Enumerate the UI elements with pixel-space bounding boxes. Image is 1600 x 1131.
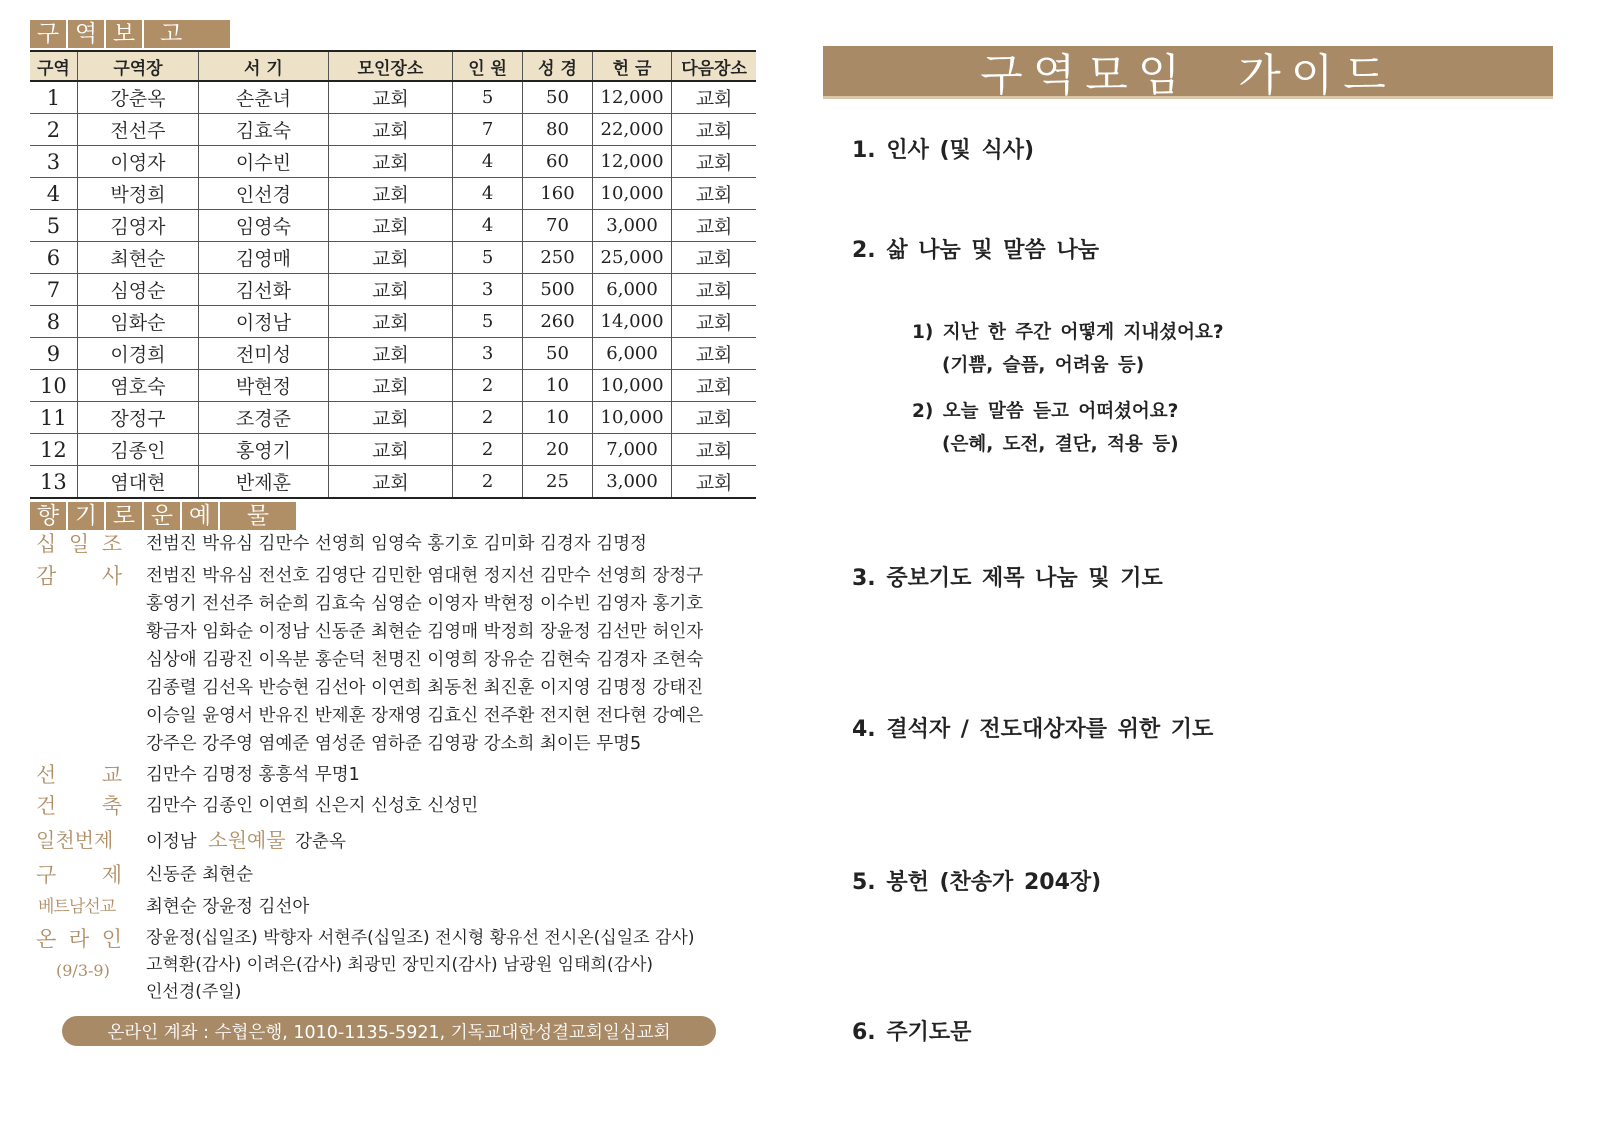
- table-cell: 교회: [672, 81, 756, 114]
- table-cell: 250: [523, 242, 593, 274]
- table-body: [30, 81, 756, 498]
- table-cell: 260: [523, 306, 593, 338]
- thanks-names-line: 전범진 박유심 전선호 김영단 김민한 염대현 정지선 김만수 선영희 장정구: [146, 566, 704, 586]
- table-cell: 5: [30, 210, 77, 242]
- report-title-char: 구: [30, 20, 68, 48]
- table-cell: 교회: [328, 274, 452, 306]
- thanks-label: 감 사: [36, 564, 122, 588]
- table-cell: 10: [523, 402, 593, 434]
- guide-item-absentees-prayer: 4. 결석자 / 전도대상자를 위한 기도: [852, 717, 1214, 742]
- table-row: [30, 466, 756, 499]
- tithe-names: 전범진 박유심 김만수 선영희 임영숙 홍기호 김미화 김경자 김명정: [146, 534, 647, 554]
- table-cell: 교회: [672, 466, 756, 499]
- table-cell: 김영자: [77, 210, 198, 242]
- offerings-title-char: 기: [68, 502, 106, 530]
- table-cell: 홍영기: [199, 434, 329, 466]
- column-header: 구역장: [77, 51, 198, 81]
- table-cell: 교회: [672, 114, 756, 146]
- table-cell: 교회: [328, 434, 452, 466]
- table-cell: 10,000: [592, 370, 671, 402]
- guide-item-sharing: 2. 삶 나눔 및 말씀 나눔: [852, 238, 1099, 263]
- report-title-char: 보: [106, 20, 144, 48]
- vietnam-row: [38, 893, 310, 921]
- table-cell: 교회: [328, 114, 452, 146]
- table-cell: 교회: [328, 402, 452, 434]
- table-row: [30, 210, 756, 242]
- table-row: [30, 114, 756, 146]
- table-cell: 5: [453, 306, 523, 338]
- one-thousand-label: 일천번제: [36, 828, 114, 852]
- table-row: [30, 338, 756, 370]
- table-cell: 염호숙: [77, 370, 198, 402]
- table-cell: 교회: [672, 338, 756, 370]
- table-cell: 6: [30, 242, 77, 274]
- table-cell: 김효숙: [199, 114, 329, 146]
- table-row: [30, 402, 756, 434]
- table-cell: 4: [453, 146, 523, 178]
- table-cell: 손춘녀: [199, 81, 329, 114]
- table-cell: 교회: [672, 146, 756, 178]
- table-cell: 이경희: [77, 338, 198, 370]
- table-cell: 2: [30, 114, 77, 146]
- district-report-table: [30, 50, 756, 499]
- table-cell: 8: [30, 306, 77, 338]
- online-account-banner: 온라인 계좌 : 수협은행, 1010-1135-5921, 기독교대한성결교회일심교회: [62, 1016, 716, 1046]
- table-cell: 교회: [328, 210, 452, 242]
- table-cell: 20: [523, 434, 593, 466]
- thanks-names-line: 홍영기 전선주 허순희 김효숙 심영순 이영자 박현정 이수빈 김영자 홍기호: [146, 594, 704, 614]
- thanks-row: [36, 562, 704, 754]
- table-cell: 2: [453, 370, 523, 402]
- table-cell: 교회: [328, 146, 452, 178]
- wish-offering-label: 소원예물: [208, 828, 286, 852]
- wish-offering-names: 강춘옥: [295, 832, 346, 852]
- report-section-header: [30, 20, 230, 48]
- table-row: [30, 146, 756, 178]
- table-cell: 14,000: [592, 306, 671, 338]
- thanks-names-line: 김종렬 김선옥 반승현 김선아 이연희 최동천 최진훈 이지영 김명정 강태진: [146, 678, 704, 698]
- table-cell: 임영숙: [199, 210, 329, 242]
- table-cell: 5: [453, 81, 523, 114]
- table-cell: 6,000: [592, 338, 671, 370]
- guide-item-greeting: 1. 인사 (및 식사): [852, 138, 1035, 163]
- table-cell: 임화순: [77, 306, 198, 338]
- table-cell: 장정구: [77, 402, 198, 434]
- building-label: 건 축: [36, 794, 122, 818]
- table-cell: 인선경: [199, 178, 329, 210]
- thanks-names-line: 강주은 강주영 염예준 염성준 염하준 김영광 강소희 최이든 무명5: [146, 734, 642, 754]
- table-cell: 이수빈: [199, 146, 329, 178]
- table-cell: 김선화: [199, 274, 329, 306]
- one-thousand-row: [36, 826, 346, 854]
- table-cell: 염대현: [77, 466, 198, 499]
- guide-sub-question-2: 2) 오늘 말씀 듣고 어떠셨어요?: [912, 401, 1179, 422]
- table-cell: 교회: [672, 306, 756, 338]
- table-cell: 12: [30, 434, 77, 466]
- table-cell: 7,000: [592, 434, 671, 466]
- mission-row: [36, 761, 360, 789]
- online-names: [146, 925, 694, 1006]
- table-cell: 교회: [328, 338, 452, 370]
- building-names: 김만수 김종인 이연희 신은지 신성호 신성민: [146, 796, 479, 816]
- table-cell: 1: [30, 81, 77, 114]
- column-header: 헌 금: [592, 51, 671, 81]
- table-cell: 3,000: [592, 210, 671, 242]
- table-cell: 3: [30, 146, 77, 178]
- relief-label: 구 제: [36, 863, 122, 887]
- table-cell: 이정남: [199, 306, 329, 338]
- mission-names: 김만수 김명정 홍흥석 무명1: [146, 765, 360, 785]
- table-cell: 2: [453, 402, 523, 434]
- table-cell: 교회: [328, 81, 452, 114]
- table-cell: 반제훈: [199, 466, 329, 499]
- table-cell: 교회: [672, 434, 756, 466]
- thanks-names-line: 황금자 임화순 이정남 신동준 최현순 김영매 박정희 장윤정 김선만 허인자: [146, 622, 704, 642]
- column-header: 인 원: [453, 51, 523, 81]
- table-cell: 조경준: [199, 402, 329, 434]
- table-cell: 교회: [328, 466, 452, 499]
- online-names-line: 장윤정(십일조) 박향자 서현주(십일조) 전시형 황유선 전시온(십일조 감사): [146, 928, 695, 948]
- table-cell: 이영자: [77, 146, 198, 178]
- table-cell: 12,000: [592, 81, 671, 114]
- online-names-line: 고혁환(감사) 이려은(감사) 최광민 장민지(감사) 남광원 임태희(감사): [146, 955, 654, 975]
- table-row: [30, 274, 756, 306]
- table-cell: 전미성: [199, 338, 329, 370]
- table-cell: 500: [523, 274, 593, 306]
- online-row: [36, 925, 695, 1002]
- table-row: [30, 306, 756, 338]
- table-cell: 교회: [672, 370, 756, 402]
- table-cell: 전선주: [77, 114, 198, 146]
- vietnam-label: 베트남선교: [38, 897, 116, 917]
- online-label: 온 라 인: [36, 927, 122, 951]
- tithe-label: 십 일 조: [36, 532, 122, 556]
- table-row: [30, 242, 756, 274]
- thanks-names: [146, 562, 703, 758]
- building-row: [36, 792, 479, 820]
- table-cell: 교회: [328, 306, 452, 338]
- table-row: [30, 370, 756, 402]
- online-names-line: 인선경(주일): [146, 982, 242, 1002]
- mission-label: 선 교: [36, 763, 122, 787]
- table-cell: 최현순: [77, 242, 198, 274]
- table-cell: 교회: [672, 274, 756, 306]
- offerings-title-char: 예: [182, 502, 220, 530]
- table-header-row: [30, 51, 756, 81]
- table-cell: 교회: [328, 242, 452, 274]
- table-row: [30, 178, 756, 210]
- table-cell: 박정희: [77, 178, 198, 210]
- table-cell: 박현정: [199, 370, 329, 402]
- column-header: 다음장소: [672, 51, 756, 81]
- guide-item-offering: 5. 봉헌 (찬송가 204장): [852, 870, 1102, 895]
- table-cell: 4: [453, 178, 523, 210]
- offerings-section-header: [30, 502, 296, 530]
- table-cell: 10,000: [592, 402, 671, 434]
- thanks-names-line: 심상애 김광진 이옥분 홍순덕 천명진 이영희 장유순 김현숙 김경자 조현숙: [146, 650, 704, 670]
- online-date: (9/3-9): [56, 961, 110, 980]
- tithe-row: [36, 530, 647, 558]
- table-cell: 교회: [328, 178, 452, 210]
- table-cell: 교회: [328, 370, 452, 402]
- report-title-char: 역: [68, 20, 106, 48]
- offerings-title-char: 운: [144, 502, 182, 530]
- guide-title: 구역모임 가이드: [980, 50, 1396, 101]
- table-cell: 60: [523, 146, 593, 178]
- table-cell: 10,000: [592, 178, 671, 210]
- table-cell: 6,000: [592, 274, 671, 306]
- table-cell: 교회: [672, 210, 756, 242]
- table-cell: 2: [453, 434, 523, 466]
- table-cell: 5: [453, 242, 523, 274]
- table-cell: 25: [523, 466, 593, 499]
- guide-header: [823, 46, 1553, 99]
- column-header: 구역: [30, 51, 77, 81]
- relief-names: 신동준 최현순: [146, 865, 253, 885]
- table-cell: 4: [30, 178, 77, 210]
- table-cell: 7: [453, 114, 523, 146]
- table-cell: 9: [30, 338, 77, 370]
- table-cell: 70: [523, 210, 593, 242]
- table-cell: 김종인: [77, 434, 198, 466]
- guide-sub-examples-2: (은혜, 도전, 결단, 적용 등): [942, 434, 1179, 455]
- table-cell: 교회: [672, 402, 756, 434]
- guide-sub-question-1: 1) 지난 한 주간 어떻게 지내셨어요?: [912, 322, 1224, 343]
- guide-item-intercession: 3. 중보기도 제목 나눔 및 기도: [852, 566, 1163, 591]
- offerings-title-char: 향: [30, 502, 68, 530]
- column-header: 서 기: [199, 51, 329, 81]
- table-cell: 12,000: [592, 146, 671, 178]
- guide-item-lords-prayer: 6. 주기도문: [852, 1020, 972, 1045]
- table-row: [30, 81, 756, 114]
- table-cell: 13: [30, 466, 77, 499]
- table-cell: 강춘옥: [77, 81, 198, 114]
- table-cell: 50: [523, 338, 593, 370]
- column-header: 성 경: [523, 51, 593, 81]
- table-cell: 50: [523, 81, 593, 114]
- table-cell: 10: [30, 370, 77, 402]
- table-cell: 80: [523, 114, 593, 146]
- table-cell: 10: [523, 370, 593, 402]
- table-cell: 김영매: [199, 242, 329, 274]
- report-title-char: 고: [160, 20, 183, 47]
- table-cell: 교회: [672, 242, 756, 274]
- table-cell: 160: [523, 178, 593, 210]
- table-cell: 11: [30, 402, 77, 434]
- table-cell: 7: [30, 274, 77, 306]
- table-cell: 4: [453, 210, 523, 242]
- guide-sub-examples-1: (기쁨, 슬픔, 어려움 등): [942, 355, 1145, 376]
- offerings-title-char: 물: [246, 502, 270, 529]
- table-cell: 3: [453, 338, 523, 370]
- table-cell: 심영순: [77, 274, 198, 306]
- thanks-names-line: 이승일 윤영서 반유진 반제훈 장재영 김효신 전주환 전지현 전다현 강예은: [146, 706, 704, 726]
- relief-row: [36, 861, 253, 889]
- table-cell: 교회: [672, 178, 756, 210]
- offerings-title-char: 로: [106, 502, 144, 530]
- table-cell: 2: [453, 466, 523, 499]
- vietnam-names: 최현순 장윤정 김선아: [146, 897, 310, 917]
- table-cell: 25,000: [592, 242, 671, 274]
- table-row: [30, 434, 756, 466]
- one-thousand-names: 이정남 소원예물 강춘옥: [146, 828, 346, 852]
- column-header: 모인장소: [328, 51, 452, 81]
- table-cell: 3,000: [592, 466, 671, 499]
- table-cell: 3: [453, 274, 523, 306]
- table-cell: 22,000: [592, 114, 671, 146]
